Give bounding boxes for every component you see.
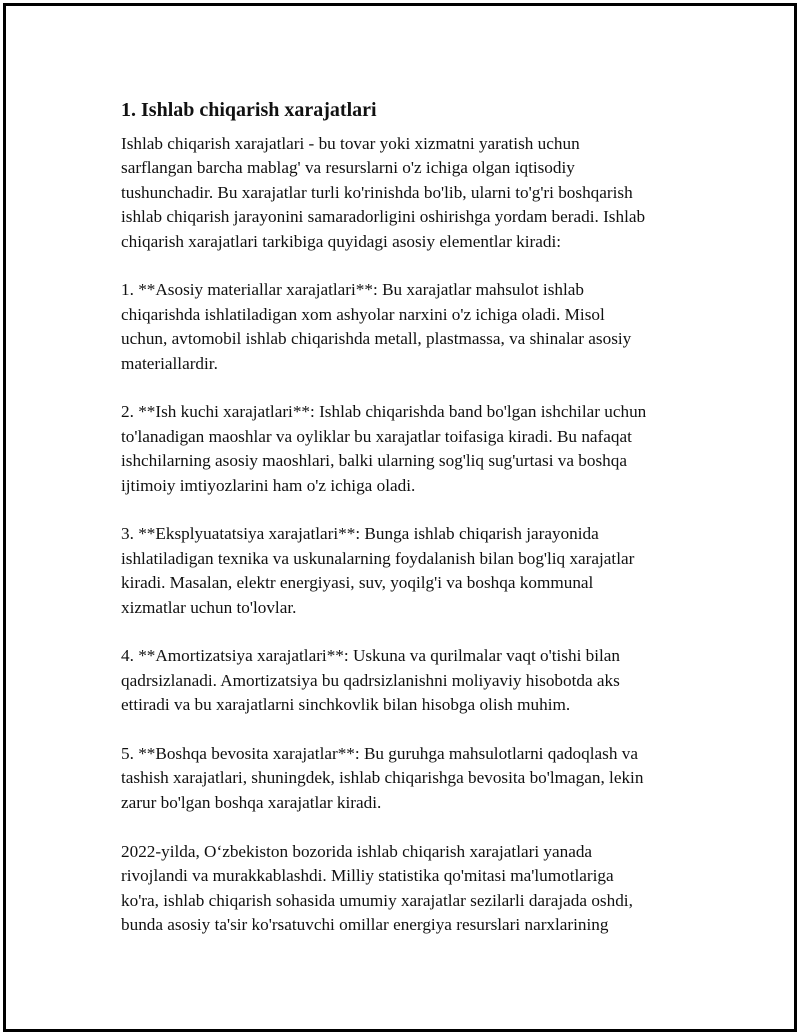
intro-paragraph [121,132,696,254]
text-line: to'lanadigan maoshlar va oyliklar bu xarajatlar toifasiga kiradi. Bu nafaqat [121,426,632,446]
document-page [3,3,797,1032]
list-item-paragraph [121,278,696,376]
text-line: materiallardir. [121,353,218,373]
document-body [121,97,696,962]
text-line: 3. **Eksplyuatatsiya xarajatlari**: Bunga ishlab chiqarish jarayonida [121,524,599,544]
text-line: tushunchadir. Bu xarajatlar turli ko'rinishda bo'lib, ularni to'g'ri boshqarish [121,182,633,202]
text-line: 2022-yilda, O‘zbekiston bozorida ishlab chiqarish xarajatlari yanada [121,841,593,861]
text-line: ishlatiladigan texnika va uskunalarning foydalanish bilan bog'liq xarajatlar [121,548,635,568]
text-line: 1. **Asosiy materiallar xarajatlari**: Bu xarajatlar mahsulot ishlab [121,280,584,300]
text-line: Ishlab chiqarish xarajatlari - bu tovar yoki xizmatni yaratish uchun [121,134,580,153]
text-line: 4. **Amortizatsiya xarajatlari**: Uskuna va qurilmalar vaqt o'tishi bilan [121,646,621,666]
text-line: ijtimoiy imtiyozlarini ham o'z ichiga oladi. [121,475,416,495]
text-line: zarur bo'lgan boshqa xarajatlar kiradi. [121,792,382,812]
section-heading: 1. Ishlab chiqarish xarajatlari [121,99,377,121]
text-line: xizmatlar uchun to'lovlar. [121,597,297,617]
text-line: chiqarish xarajatlari tarkibiga quyidagi asosiy elementlar kiradi: [121,231,562,251]
text-line: qadrsizlanadi. Amortizatsiya bu qadrsizlanishni moliyaviy hisobotda aks [121,670,620,690]
text-line: rivojlandi va murakkablashdi. Milliy statistika qo'mitasi ma'lumotlariga [121,866,614,886]
list-item-paragraph [121,742,696,815]
list-item-paragraph [121,522,696,620]
text-line: kiradi. Masalan, elektr energiyasi, suv, yoqilg'i va boshqa kommunal [121,573,594,593]
list-item-paragraph [121,400,696,498]
text-line: ko'ra, ishlab chiqarish sohasida umumiy xarajatlar sezilarli darajada oshdi, [121,890,633,910]
text-line: tashish xarajatlari, shuningdek, ishlab chiqarishga bevosita bo'lmagan, lekin [121,768,644,788]
text-line: uchun, avtomobil ishlab chiqarishda metall, plastmassa, va shinalar asosiy [121,329,632,349]
text-line: ettiradi va bu xarajatlarni sinchkovlik bilan hisobga olish muhim. [121,695,571,715]
list-item-paragraph [121,644,696,717]
closing-paragraph [121,840,696,938]
text-line: ishlab chiqarish jarayonini samaradorligini oshirishga yordam beradi. Ishlab [121,207,646,227]
text-line: bunda asosiy ta'sir ko'rsatuvchi omillar energiya resurslari narxlarining [121,914,609,934]
text-line: ishchilarning asosiy maoshlari, balki ularning sog'liq sug'urtasi va boshqa [121,451,627,471]
text-line: 5. **Boshqa bevosita xarajatlar**: Bu guruhga mahsulotlarni qadoqlash va [121,744,638,764]
text-line: sarflangan barcha mablag' va resurslarni o'z ichiga olgan iqtisodiy [121,158,575,178]
text-line: 2. **Ish kuchi xarajatlari**: Ishlab chiqarishda band bo'lgan ishchilar uchun [121,402,647,422]
text-line: chiqarishda ishlatiladigan xom ashyolar narxini o'z ichiga oladi. Misol [121,304,605,324]
